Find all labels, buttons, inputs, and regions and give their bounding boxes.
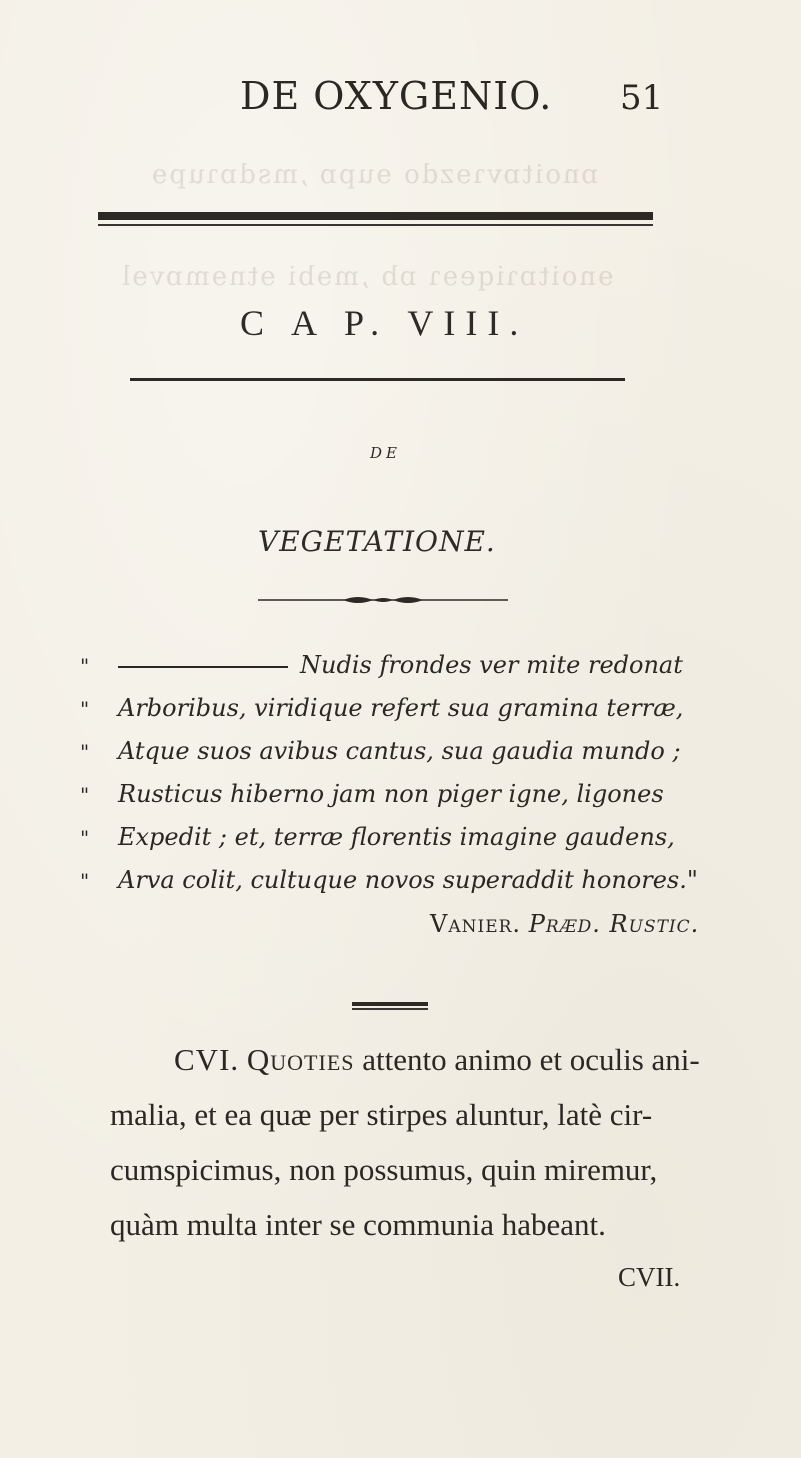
top-rule <box>98 212 653 220</box>
section-preposition: DE <box>370 444 401 462</box>
paragraph-lead-word: Quoties <box>246 1042 355 1077</box>
paragraph-number: CVI. <box>174 1042 240 1077</box>
verse-line <box>80 780 664 808</box>
verse-line <box>80 651 683 679</box>
verse-line <box>80 737 681 765</box>
bleed-through-text: ɘnoitɒɿiqeɘɿ ɒb ,mɘbi ɘtnɘmɒvɘl <box>120 262 614 292</box>
paragraph-line: malia, et ea quæ per stirpes aluntur, latè cir- <box>110 1097 653 1132</box>
paragraph-text: attento animo et oculis ani- <box>362 1042 700 1077</box>
quote-mark: " <box>80 740 90 764</box>
chapter-rule <box>130 378 625 381</box>
attribution-work: Præd. Rustic. <box>528 910 700 938</box>
top-rule-thin <box>98 224 653 226</box>
section-divider-thin <box>352 1008 428 1010</box>
chapter-title: C A P. VIII. <box>240 303 529 343</box>
verse-dash <box>118 666 288 668</box>
paragraph-line: quàm multa inter se communia habeant. <box>110 1207 606 1242</box>
verse-text: Arva colit, cultuque novos superaddit honores." <box>118 866 698 894</box>
paragraph-line: cumspicimus, non possumus, quin miremur, <box>110 1152 658 1187</box>
verse-text: Arboribus, viridique refert sua gramina terræ, <box>118 694 684 722</box>
page-number: 51 <box>620 78 664 118</box>
quote-mark: " <box>80 826 90 850</box>
ornament-rule <box>258 593 508 607</box>
section-title: VEGETATIONE. <box>258 525 496 558</box>
quote-mark: " <box>80 654 90 678</box>
running-head: DE OXYGENIO. <box>240 74 553 118</box>
verse-text: Nudis frondes ver mite redonat <box>300 651 683 679</box>
verse-line <box>80 823 675 851</box>
catchword: CVII. <box>618 1262 681 1292</box>
verse-attribution <box>430 910 699 938</box>
verse-line <box>80 866 698 894</box>
verse-text: Expedit ; et, terræ florentis imagine gaudens, <box>118 823 675 851</box>
attribution-author: Vanier. <box>430 910 522 938</box>
verse-text: Rusticus hiberno jam non piger igne, ligones <box>118 780 664 808</box>
verse-text: Atque suos avibus cantus, sua gaudia mundo ; <box>118 737 681 765</box>
verse-line <box>80 694 683 722</box>
bleed-through-text: ɒnoitɒvɿɘzdo ɘupɒ ,msdɒɿupɘ <box>150 160 599 190</box>
quote-mark: " <box>80 783 90 807</box>
section-divider <box>352 1002 428 1006</box>
quote-mark: " <box>80 869 90 893</box>
paragraph-line <box>174 1042 700 1078</box>
quote-mark: " <box>80 697 90 721</box>
